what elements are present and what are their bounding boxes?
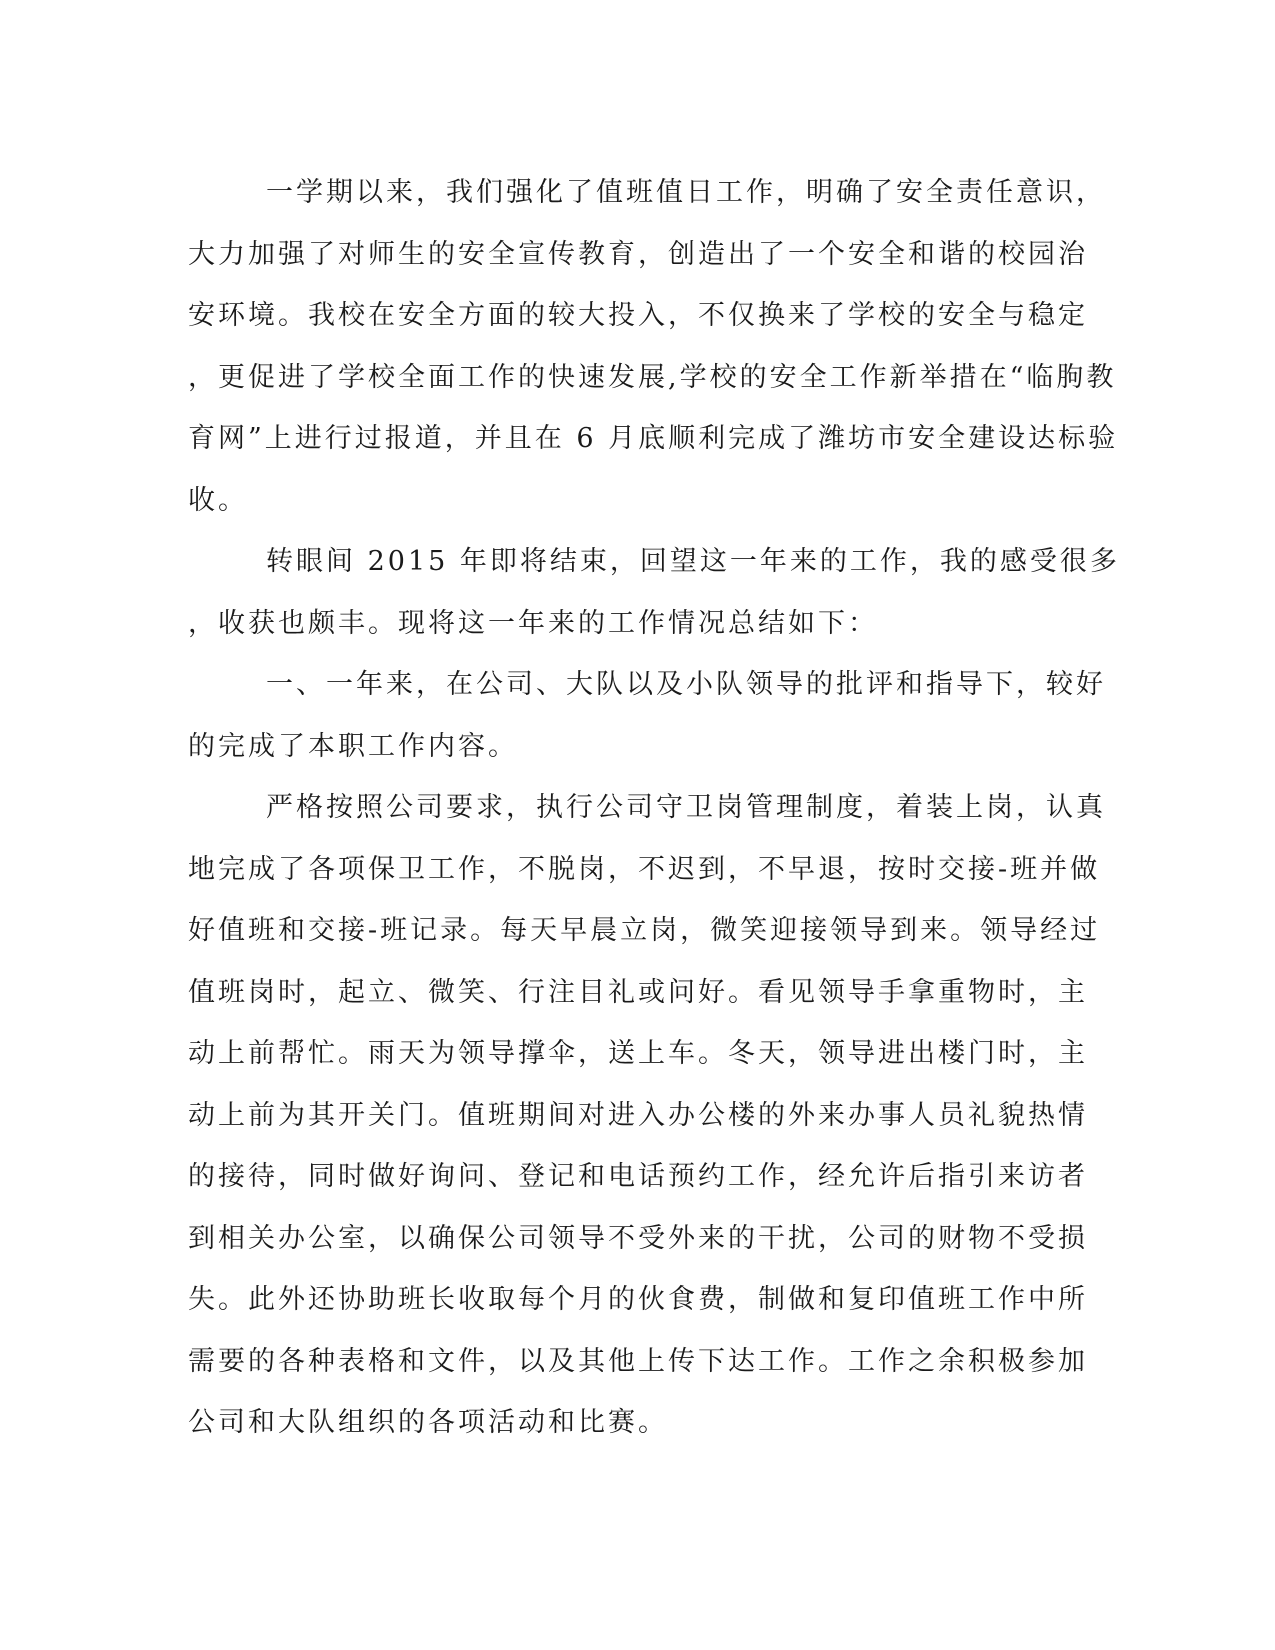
- text-line: 地完成了各项保卫工作，不脱岗，不迟到，不早退，按时交接-班并做: [188, 853, 1101, 885]
- text-line: 安环境。我校在安全方面的较大投入，不仅换来了学校的安全与稳定: [188, 300, 1088, 331]
- paragraph-safety-work: [188, 162, 1119, 531]
- text-line: 公司和大队组织的各项活动和比赛。: [188, 1407, 668, 1438]
- paragraph-year-review: [188, 531, 1120, 654]
- text-line: 的完成了本职工作内容。: [188, 730, 518, 762]
- text-line: 转眼间 2015 年即将结束，回望这一年来的工作，我的感受很多: [266, 546, 1120, 577]
- text-line: ，收获也颇丰。现将这一年来的工作情况总结如下：: [188, 607, 878, 639]
- text-line: 失。此外还协助班长收取每个月的伙食费，制做和复印值班工作中所: [188, 1284, 1088, 1315]
- text-line: ，更促进了学校全面工作的快速发展,学校的安全工作新举措在“临朐教: [188, 361, 1117, 393]
- text-line: 值班岗时，起立、微笑、行注目礼或问好。看见领导手拿重物时，主: [188, 976, 1088, 1008]
- text-line: 的接待，同时做好询问、登记和电话预约工作，经允许后指引来访者: [188, 1161, 1088, 1192]
- text-line: 育网”上进行过报道，并且在 6 月底顺利完成了潍坊市安全建设达标验: [188, 423, 1119, 454]
- text-line: 动上前为其开关门。值班期间对进入办公楼的外来办事人员礼貌热情: [188, 1099, 1088, 1131]
- paragraph-duty-details: [188, 777, 1106, 1454]
- document-body: [188, 162, 1120, 1454]
- text-line: 收。: [188, 484, 248, 516]
- text-line: 一学期以来，我们强化了值班值日工作，明确了安全责任意识，: [266, 177, 1106, 208]
- paragraph-section-one: [188, 654, 1106, 777]
- text-line: 严格按照公司要求，执行公司守卫岗管理制度，着装上岗，认真: [266, 792, 1106, 823]
- text-line: 一、一年来，在公司、大队以及小队领导的批评和指导下，较好: [266, 669, 1106, 700]
- text-line: 到相关办公室，以确保公司领导不受外来的干扰，公司的财物不受损: [188, 1222, 1088, 1254]
- text-line: 动上前帮忙。雨天为领导撑伞，送上车。冬天，领导进出楼门时，主: [188, 1038, 1088, 1069]
- text-line: 需要的各种表格和文件，以及其他上传下达工作。工作之余积极参加: [188, 1345, 1088, 1377]
- text-line: 好值班和交接-班记录。每天早晨立岗，微笑迎接领导到来。领导经过: [188, 915, 1101, 946]
- text-line: 大力加强了对师生的安全宣传教育，创造出了一个安全和谐的校园治: [188, 238, 1088, 270]
